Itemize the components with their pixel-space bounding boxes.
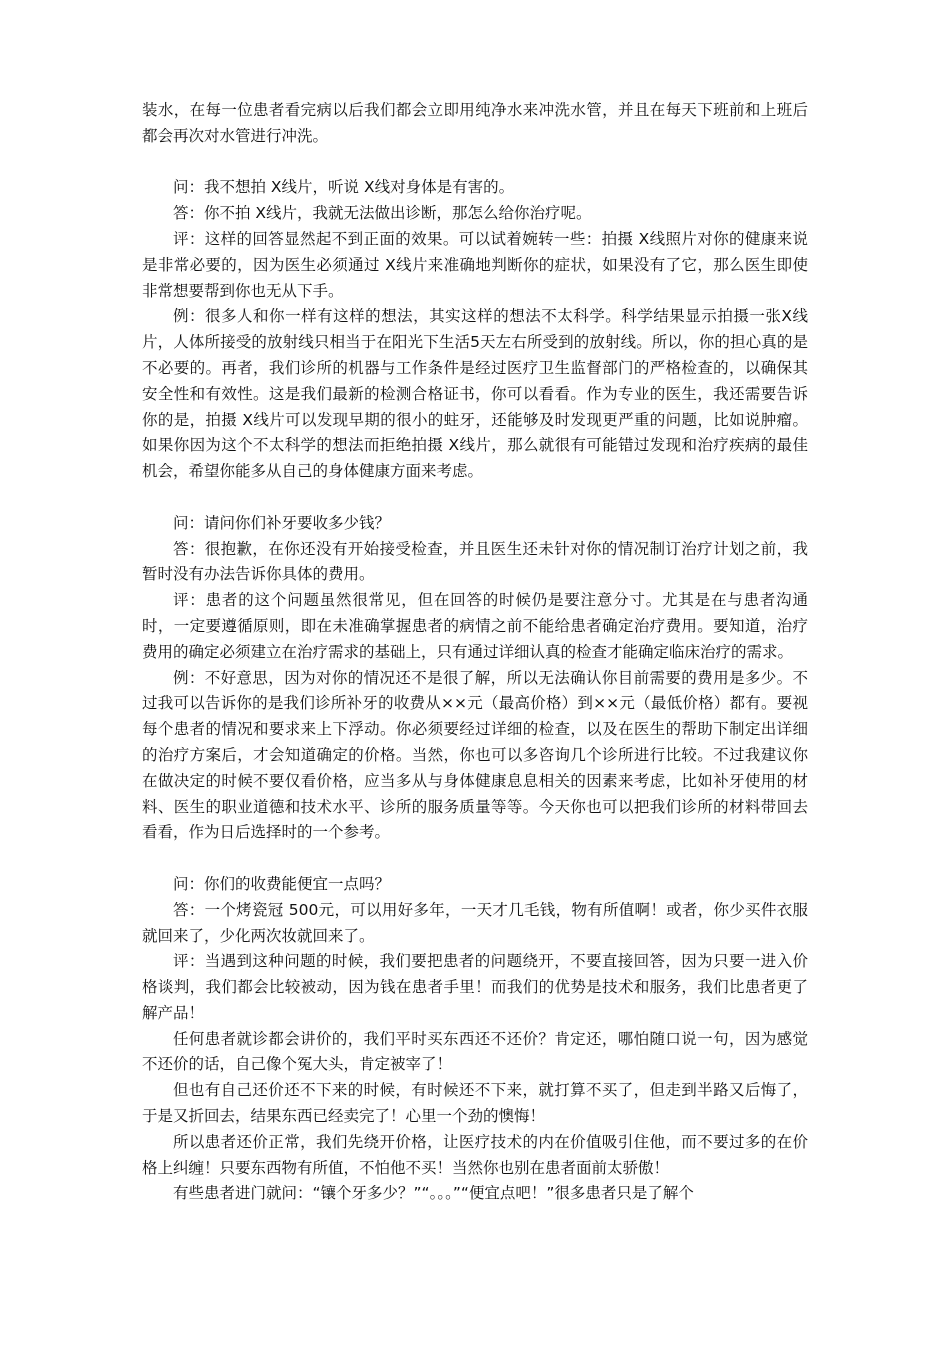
paragraph: 问：我不想拍 X线片，听说 X线对身体是有害的。	[173, 178, 515, 197]
section-spacer	[142, 150, 808, 176]
paragraph: 答：一个烤瓷冠 500元，可以用好多年，一天才几毛钱，物有所值啊！或者，你少买件衣服就回来了，少化两次妆就回来了。	[142, 900, 808, 945]
paragraph: 评：当遇到这种问题的时候，我们要把患者的问题绕开，不要直接回答，因为只要一进入价格谈判，我们都会比较被动，因为钱在患者手里！而我们的优势是技术和服务，我们比患者更了解产品！	[142, 952, 808, 1022]
paragraph: 答：很抱歉，在你还没有开始接受检查，并且医生还未针对你的情况制订治疗计划之前，我暂时没有办法告诉你具体的费用。	[142, 539, 808, 584]
paragraph: 问：你们的收费能便宜一点吗？	[173, 874, 391, 893]
paragraph: 装水，在每一位患者看完病以后我们都会立即用纯净水来冲洗水管，并且在每天下班前和上班后都会再次对水管进行冲洗。	[142, 101, 808, 145]
paragraph: 评：这样的回答显然起不到正面的效果。可以试着婉转一些：拍摄 X线照片对你的健康来说是非常必要的，因为医生必须通过 X线片来准确地判断你的症状，如果没有了它，那么医生即使非常想要帮到你也无从下手。	[142, 229, 808, 300]
paragraph: 例：不好意思，因为对你的情况还不是很了解，所以无法确认你目前需要的费用是多少。不过我可以告诉你的是我们诊所补牙的收费从××元（最高价格）到××元（最低价格）都有。要视每个患者的情况和要求来上下浮动。你必须要经过详细的检查，以及在医生的帮助下制定出详细的治疗方案后，才会知道确定的价格。当然，你也可以多咨询几个诊所进行比较。不过我建议你在做决定的时候不要仅看价格，应当多从与身体健康息息相关的因素来考虑，比如补牙使用的材料、医生的职业道德和技术水平、诊所的服务质量等等。今天你也可以把我们诊所的材料带回去看看，作为日后选择时的一个参考。	[142, 668, 808, 842]
paragraph: 评：患者的这个问题虽然很常见，但在回答的时候仍是要注意分寸。尤其是在与患者沟通时，一定要遵循原则，即在未准确掌握患者的病情之前不能给患者确定治疗费用。要知道，治疗费用的确定必须建立在治疗需求的基础上，只有通过详细认真的检查才能确定临床治疗的需求。	[142, 591, 808, 661]
paragraph: 但也有自己还价还不下来的时候，有时候还不下来，就打算不买了，但走到半路又后悔了，于是又折回去，结果东西已经卖完了！心里一个劲的懊悔！	[142, 1081, 808, 1126]
paragraph: 所以患者还价正常，我们先绕开价格，让医疗技术的内在价值吸引住他，而不要过多的在价格上纠缠！只要东西物有所值，不怕他不买！当然你也别在患者面前太骄傲！	[142, 1132, 808, 1177]
paragraph: 问：请问你们补牙要收多少钱？	[173, 513, 391, 532]
paragraph: 任何患者就诊都会讲价的，我们平时买东西还不还价？肯定还，哪怕随口说一句，因为感觉不还价的话，自己像个冤大头，肯定被宰了！	[142, 1029, 808, 1074]
paragraph: 有些患者进门就问：“镶个牙多少？”“。。。”“便宜点吧！”很多患者只是了解个	[173, 1184, 694, 1203]
paragraph: 例：很多人和你一样有这样的想法，其实这样的想法不太科学。科学结果显示拍摄一张X线片，人体所接受的放射线只相当于在阳光下生活5天左右所受到的放射线。所以，你的担心真的是不必要的。再者，我们诊所的机器与工作条件是经过医疗卫生监督部门的严格检查的，以确保其安全性和有效性。这是我们最新的检测合格证书，你可以看看。作为专业的医生，我还需要告诉你的是，拍摄 X线片可以发现早期的很小的蛀牙，还能够及时发现更严重的问题，比如说肿瘤。如果你因为这个不太科学的想法而拒绝拍摄 X线片，那么就很有可能错过发现和治疗疾病的最佳机会，希望你能多从自己的身体健康方面来考虑。	[142, 307, 808, 481]
section-spacer	[142, 485, 808, 511]
paragraph: 答：你不拍 X线片，我就无法做出诊断，那怎么给你治疗呢。	[173, 204, 592, 223]
document-page	[142, 98, 808, 1207]
section-spacer	[142, 846, 808, 872]
